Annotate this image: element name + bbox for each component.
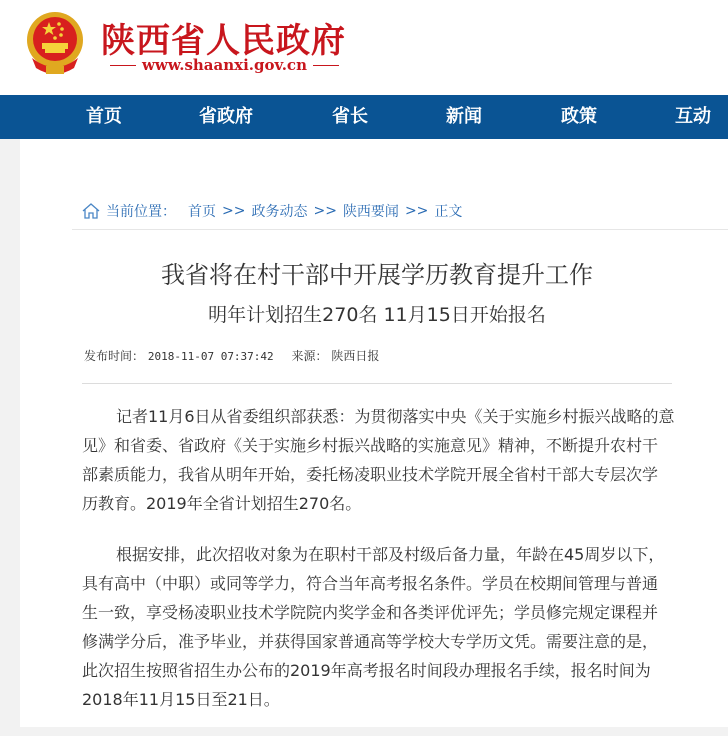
breadcrumb <box>82 201 468 221</box>
nav-item-news[interactable]: 新闻 <box>446 106 482 127</box>
breadcrumb-divider <box>72 229 728 230</box>
nav-item-interaction[interactable]: 互动 <box>675 106 711 127</box>
paragraph-line: 根据安排，此次招收对象为在职村干部及村级后备力量，年龄在45周岁以下， <box>116 545 665 564</box>
breadcrumb-prefix: 当前位置： <box>106 204 176 220</box>
paragraph-line: 记者11月6日从省委组织部获悉：为贯彻落实中央《关于实施乡村振兴战略的意 <box>116 407 675 426</box>
paragraph-line: 2018年11月15日至21日。 <box>82 690 280 709</box>
url-right-line <box>313 65 339 66</box>
published-label: 发布时间： <box>84 349 145 363</box>
site-url <box>110 56 339 74</box>
paragraph <box>82 402 682 518</box>
nav-item-government[interactable]: 省政府 <box>199 106 253 127</box>
article-subtitle: 明年计划招生270名 11月15日开始报名 <box>208 304 546 326</box>
source-label: 来源： <box>291 349 328 363</box>
site-url-text: www.shaanxi.gov.cn <box>142 56 307 74</box>
paragraph-line: 具有高中（中职）或同等学力，符合当年高考报名条件。学员在校期间管理与普通 <box>82 574 659 593</box>
breadcrumb-current[interactable]: 正文 <box>434 204 463 220</box>
breadcrumb-separator: >> <box>222 203 246 219</box>
site-header <box>0 0 728 95</box>
article-meta <box>84 347 379 364</box>
site-name: 陕西省人民政府 <box>101 21 346 61</box>
url-left-line <box>110 65 136 66</box>
paragraph-line: 历教育。2019年全省计划招生270名。 <box>82 494 362 513</box>
breadcrumb-separator: >> <box>404 203 429 219</box>
published-time: 2018-11-07 07:37:42 <box>147 350 274 363</box>
breadcrumb-shaanxi-news[interactable]: 陕西要闻 <box>342 204 399 220</box>
home-icon[interactable] <box>82 203 100 219</box>
breadcrumb-separator: >> <box>313 203 337 219</box>
paragraph-line: 生一致，享受杨凌职业技术学院院内奖学金和各类评优评先；学员修完规定课程并 <box>82 603 659 622</box>
breadcrumb-home[interactable]: 首页 <box>188 204 216 220</box>
main-nav <box>0 95 728 139</box>
paragraph <box>82 540 682 714</box>
breadcrumb-news[interactable]: 政务动态 <box>251 204 308 220</box>
nav-item-policy[interactable]: 政策 <box>561 106 597 127</box>
article-title: 我省将在村干部中开展学历教育提升工作 <box>161 261 593 289</box>
nav-item-home[interactable]: 首页 <box>86 106 122 127</box>
paragraph-line: 此次招生按照省招生办公布的2019年高考报名时间段办理报名手续，报名时间为 <box>82 661 651 680</box>
nav-item-governor[interactable]: 省长 <box>332 106 368 127</box>
paragraph-line: 见》和省委、省政府《关于实施乡村振兴战略的实施意见》精神，不断提升农村干 <box>82 436 659 455</box>
content-area <box>20 139 728 727</box>
source: 陕西日报 <box>331 349 380 363</box>
article-body <box>82 402 682 736</box>
paragraph-line: 部素质能力，我省从明年开始，委托杨凌职业技术学院开展全省村干部大专层次学 <box>82 465 659 484</box>
national-emblem-logo[interactable] <box>24 10 86 78</box>
paragraph-line: 修满学分后，准予毕业，并获得国家普通高等学校大专学历文凭。需要注意的是， <box>82 632 659 651</box>
meta-divider <box>82 383 672 384</box>
